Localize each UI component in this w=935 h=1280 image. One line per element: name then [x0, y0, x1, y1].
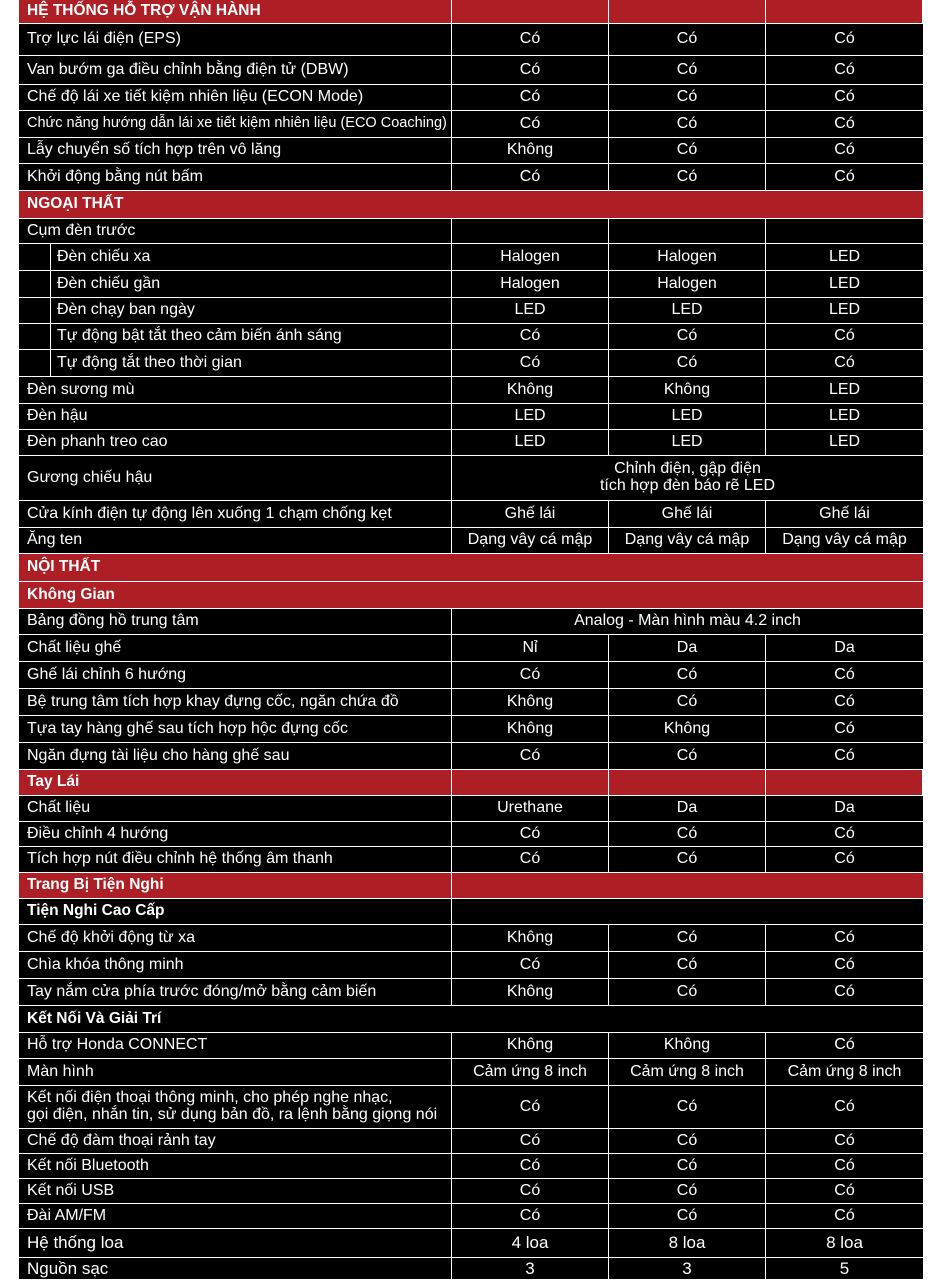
row-label: Trợ lực lái điện (EPS) — [19, 24, 452, 56]
row-value: Có — [609, 662, 766, 689]
row-value: Có — [609, 689, 766, 716]
table-row — [19, 1033, 923, 1059]
row-label: Đèn chạy ban ngày — [57, 301, 195, 319]
row-value: Nỉ — [452, 635, 609, 662]
section-title: HỆ THỐNG HỖ TRỢ VẬN HÀNH — [19, 0, 452, 24]
table-row — [19, 979, 923, 1006]
row-value: Có — [609, 925, 766, 952]
row-value: Có — [766, 689, 923, 716]
row-value — [766, 219, 923, 244]
section-header — [19, 0, 923, 24]
row-label: Đèn chiếu gần — [57, 274, 161, 292]
row-value: Có — [766, 1154, 923, 1179]
row-value: LED — [766, 404, 923, 430]
row-label: Cửa kính điện tự động lên xuống 1 chạm chống kẹt — [19, 501, 452, 528]
row-value: Không — [452, 1033, 609, 1059]
table-row — [19, 1059, 923, 1086]
row-value: Có — [609, 979, 766, 1006]
row-value: Có — [766, 952, 923, 979]
row-label: Điều chỉnh 4 hướng — [19, 822, 452, 847]
row-value: Không — [609, 716, 766, 743]
span-line: tích hợp đèn báo rẽ LED — [599, 477, 776, 494]
label-line: Kết nối điện thoại thông minh, cho phép nghe nhạc, — [27, 1089, 393, 1107]
row-value: Có — [609, 24, 766, 56]
row-value: LED — [452, 430, 609, 456]
table-row — [19, 743, 923, 770]
row-label: Bảng đồng hồ trung tâm — [19, 609, 452, 635]
table-row — [19, 377, 923, 404]
row-label: Chất liệu — [19, 796, 452, 822]
row-value: Có — [452, 56, 609, 85]
row-value: Halogen — [609, 244, 766, 271]
row-value: Cảm ứng 8 inch — [766, 1059, 923, 1086]
row-value: Có — [609, 743, 766, 770]
row-value: Có — [452, 952, 609, 979]
row-label: Chế độ khởi động từ xa — [19, 925, 452, 952]
section-title: Trang Bị Tiện Nghi — [19, 873, 452, 899]
row-value: LED — [452, 404, 609, 430]
row-label: Tích hợp nút điều chỉnh hệ thống âm thanh — [19, 847, 452, 873]
row-value: Không — [452, 138, 609, 164]
row-value: Có — [609, 847, 766, 873]
row-value: Có — [609, 56, 766, 85]
row-label: Tay nắm cửa phía trước đóng/mở bằng cảm biến — [19, 979, 452, 1006]
section-title: NGOẠI THẤT — [19, 191, 923, 219]
row-value: Có — [452, 24, 609, 56]
row-value: Có — [609, 1154, 766, 1179]
row-value: Không — [452, 716, 609, 743]
table-row — [19, 324, 923, 350]
row-value: Cảm ứng 8 inch — [452, 1059, 609, 1086]
row-label: Ăng ten — [19, 528, 452, 554]
row-value: Có — [766, 24, 923, 56]
section-header — [19, 770, 923, 796]
row-value: Có — [452, 350, 609, 377]
row-value: LED — [766, 377, 923, 404]
row-value: 3 — [452, 1258, 609, 1280]
table-row — [19, 1129, 923, 1154]
row-value: Có — [766, 350, 923, 377]
row-value: Có — [766, 716, 923, 743]
row-value: Có — [766, 1179, 923, 1204]
table-row — [19, 1204, 923, 1229]
table-row — [19, 952, 923, 979]
row-value: Không — [452, 925, 609, 952]
row-value: Có — [766, 1204, 923, 1229]
row-label: Gương chiếu hậu — [19, 456, 452, 501]
row-value: Có — [609, 1086, 766, 1129]
row-value: Có — [609, 164, 766, 191]
row-value: 8 loa — [609, 1229, 766, 1258]
subsection-header — [19, 1006, 923, 1033]
row-value: Da — [609, 796, 766, 822]
row-value: Có — [766, 56, 923, 85]
row-value: LED — [609, 404, 766, 430]
row-value: Có — [452, 1204, 609, 1229]
row-value: Có — [452, 324, 609, 350]
table-row — [19, 501, 923, 528]
row-value: Cảm ứng 8 inch — [609, 1059, 766, 1086]
table-row — [19, 925, 923, 952]
table-row — [19, 822, 923, 847]
row-value: 3 — [609, 1258, 766, 1280]
row-value: LED — [766, 298, 923, 324]
row-label: Đài AM/FM — [19, 1204, 452, 1229]
row-value: Có — [766, 324, 923, 350]
row-value: Có — [766, 111, 923, 138]
table-row — [19, 430, 923, 456]
row-value: Có — [452, 164, 609, 191]
row-value: Da — [609, 635, 766, 662]
row-value: Dạng vây cá mập — [766, 528, 923, 554]
row-label: Đèn hậu — [19, 404, 452, 430]
row-value: Có — [609, 1179, 766, 1204]
row-value: Có — [766, 164, 923, 191]
row-value: Có — [452, 85, 609, 111]
row-value: 8 loa — [766, 1229, 923, 1258]
row-label: Kết nối USB — [19, 1179, 452, 1204]
row-label — [19, 1086, 452, 1129]
row-value: Có — [452, 743, 609, 770]
row-value — [609, 219, 766, 244]
row-value: Có — [452, 1129, 609, 1154]
row-value: LED — [766, 430, 923, 456]
row-label: Màn hình — [19, 1059, 452, 1086]
row-label: Cụm đèn trước — [19, 219, 452, 244]
table-row — [19, 1086, 923, 1129]
row-value: Có — [766, 743, 923, 770]
row-label: Ghế lái chỉnh 6 hướng — [19, 662, 452, 689]
row-label: Van bướm ga điều chỉnh bằng điện tử (DBW) — [19, 56, 452, 85]
row-value: Halogen — [609, 271, 766, 298]
label-line: gọi điện, nhắn tin, sử dụng bản đồ, ra lệnh bằng giọng nói — [27, 1106, 438, 1123]
section-header — [19, 554, 923, 582]
row-label: Nguồn sạc — [19, 1258, 452, 1280]
row-value: Có — [766, 138, 923, 164]
row-label: Lẫy chuyển số tích hợp trên vô lăng — [19, 138, 452, 164]
table-row — [19, 138, 923, 164]
row-label: Tựa tay hàng ghế sau tích hợp hộc đựng cốc — [19, 716, 452, 743]
row-value: Có — [766, 925, 923, 952]
table-row — [19, 1179, 923, 1204]
row-value: LED — [609, 430, 766, 456]
row-value: Ghế lái — [609, 501, 766, 528]
row-label: Tự động tắt theo thời gian — [57, 353, 242, 371]
row-value: Ghế lái — [766, 501, 923, 528]
row-value: Có — [766, 662, 923, 689]
row-value: Có — [452, 1179, 609, 1204]
row-value: Có — [452, 1086, 609, 1129]
row-label: Khởi động bằng nút bấm — [19, 164, 452, 191]
row-label: Đèn phanh treo cao — [19, 430, 452, 456]
row-label: Hỗ trợ Honda CONNECT — [19, 1033, 452, 1059]
row-label: Bệ trung tâm tích hợp khay đựng cốc, ngăn chứa đồ — [19, 689, 452, 716]
section-title: NỘI THẤT — [19, 554, 923, 582]
row-value: Có — [766, 822, 923, 847]
row-label: Ngăn đựng tài liệu cho hàng ghế sau — [19, 743, 452, 770]
row-value: Không — [452, 377, 609, 404]
row-value: Có — [452, 847, 609, 873]
row-value: Có — [609, 350, 766, 377]
row-value: Có — [766, 85, 923, 111]
row-label: Đèn sương mù — [19, 377, 452, 404]
row-value: Dạng vây cá mập — [609, 528, 766, 554]
row-value: Có — [609, 952, 766, 979]
row-value: Có — [609, 85, 766, 111]
row-label: Chế độ đàm thoại rảnh tay — [19, 1129, 452, 1154]
subsection-title: Tiện Nghi Cao Cấp — [19, 899, 452, 925]
table-row — [19, 716, 923, 743]
row-value: Halogen — [452, 244, 609, 271]
table-row — [19, 164, 923, 191]
row-value: Không — [452, 689, 609, 716]
table-row — [19, 85, 923, 111]
row-value: LED — [609, 298, 766, 324]
row-value: Không — [609, 377, 766, 404]
table-row — [19, 609, 923, 635]
row-value: Ghế lái — [452, 501, 609, 528]
row-value: 5 — [766, 1258, 923, 1280]
row-value: Không — [452, 979, 609, 1006]
table-row — [19, 662, 923, 689]
row-value: Dạng vây cá mập — [452, 528, 609, 554]
table-row — [19, 298, 923, 324]
table-row — [19, 271, 923, 298]
row-label: Kết nối Bluetooth — [19, 1154, 452, 1179]
row-value: Có — [609, 822, 766, 847]
section-header — [19, 873, 923, 899]
table-row — [19, 350, 923, 377]
row-value: Có — [766, 979, 923, 1006]
row-value: Có — [609, 138, 766, 164]
row-label: Chế độ lái xe tiết kiệm nhiên liệu (ECON Mode) — [19, 85, 452, 111]
table-row — [19, 1154, 923, 1179]
row-label: Hệ thống loa — [19, 1229, 452, 1258]
row-value: Có — [766, 1129, 923, 1154]
subsection-header — [19, 899, 923, 925]
table-row — [19, 1258, 923, 1280]
row-value: Không — [609, 1033, 766, 1059]
row-value: Có — [609, 111, 766, 138]
table-row — [19, 456, 923, 501]
table-row — [19, 219, 923, 244]
row-label: Chức năng hướng dẫn lái xe tiết kiệm nhiên liệu (ECO Coaching) — [19, 111, 452, 138]
table-row — [19, 111, 923, 138]
row-label: Tự động bật tắt theo cảm biến ánh sáng — [57, 327, 342, 345]
row-value: Có — [766, 847, 923, 873]
row-value: Có — [452, 662, 609, 689]
section-title: Tay Lái — [19, 770, 452, 796]
row-value: Có — [766, 1033, 923, 1059]
spec-table — [19, 0, 923, 1280]
section-title: Không Gian — [19, 582, 923, 609]
section-header — [19, 191, 923, 219]
table-row — [19, 1229, 923, 1258]
section-header — [19, 582, 923, 609]
row-value: Có — [609, 1204, 766, 1229]
row-value: Có — [609, 324, 766, 350]
row-value: Có — [452, 822, 609, 847]
table-row — [19, 56, 923, 85]
table-row — [19, 244, 923, 271]
row-value: 4 loa — [452, 1229, 609, 1258]
row-value: Có — [452, 1154, 609, 1179]
row-value: Có — [452, 111, 609, 138]
row-value: Urethane — [452, 796, 609, 822]
row-value: LED — [766, 271, 923, 298]
row-value — [452, 219, 609, 244]
row-label: Chất liệu ghế — [19, 635, 452, 662]
row-value: Da — [766, 635, 923, 662]
table-row — [19, 796, 923, 822]
table-row — [19, 24, 923, 56]
row-value: Halogen — [452, 271, 609, 298]
row-value: Có — [766, 1086, 923, 1129]
row-value: LED — [452, 298, 609, 324]
row-value: Da — [766, 796, 923, 822]
span-line: Chỉnh điện, gập điện — [614, 460, 761, 478]
table-row — [19, 847, 923, 873]
table-row — [19, 689, 923, 716]
row-label: Chìa khóa thông minh — [19, 952, 452, 979]
table-row — [19, 528, 923, 554]
row-value: Có — [609, 1129, 766, 1154]
row-value-span: Analog - Màn hình màu 4.2 inch — [452, 609, 923, 635]
subsection-title: Kết Nối Và Giải Trí — [19, 1006, 923, 1033]
table-row — [19, 404, 923, 430]
row-label: Đèn chiếu xa — [57, 247, 151, 265]
row-value-span — [452, 456, 923, 501]
table-row — [19, 635, 923, 662]
row-value: LED — [766, 244, 923, 271]
